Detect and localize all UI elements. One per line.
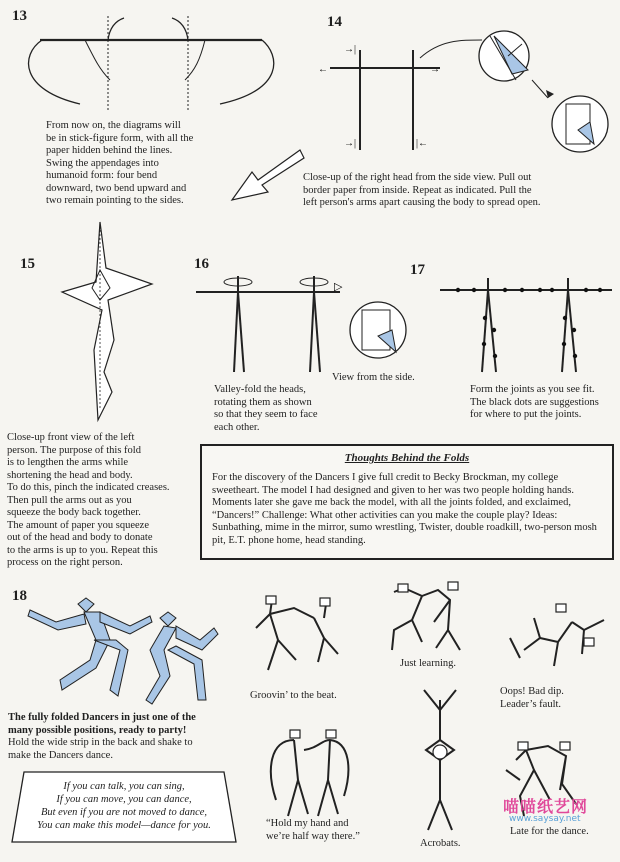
side-view-label: View from the side. bbox=[332, 372, 415, 383]
caption-acrobats: Acrobats. bbox=[420, 838, 461, 849]
svg-text:→|: →| bbox=[344, 44, 357, 55]
svg-text:←: ← bbox=[318, 64, 328, 75]
poem-text: If you can talk, you can sing, If you can move, you can dance, But even if you are not moved to dance, You can make this model—dance for you. bbox=[37, 781, 211, 831]
step-13-number: 13 bbox=[12, 8, 27, 24]
caption-just-learning: Just learning. bbox=[400, 658, 456, 669]
step-17-number: 17 bbox=[410, 262, 425, 278]
svg-text:|←: |← bbox=[416, 138, 429, 149]
step-16-number: 16 bbox=[194, 256, 209, 272]
step-15-text: Close-up front view of the left person. The purpose of this fold is to lengthen the arms while shortening the head and body. To do this, pinch the indicated creases. Then pull the arms out as you squeeze the body back together. The amount of paper you squeeze out of the head and body to donate to the arms is up to you. Repeat this process on the right person. bbox=[7, 432, 170, 568]
step-14-number: 14 bbox=[327, 14, 342, 30]
watermark-url: www.saysay.net bbox=[509, 814, 581, 824]
svg-text:→: → bbox=[430, 64, 440, 75]
poem-box bbox=[10, 770, 238, 844]
step-18-text2: Hold the wide strip in the back and shake to make the Dancers dance. bbox=[8, 737, 193, 761]
step-14-text: Close-up of the right head from the side view. Pull out border paper from inside. Repeat as indicated. Pull the left person's arms apart causing the body to spread open. bbox=[303, 172, 541, 208]
step-18-text: The fully folded Dancers in just one of the many possible positions, ready to party! bbox=[8, 712, 196, 736]
caption-late: Late for the dance. bbox=[510, 826, 589, 837]
svg-text:▷: ▷ bbox=[334, 281, 343, 293]
step-18-number: 18 bbox=[12, 588, 27, 604]
step-13-text: From now on, the diagrams will be in stick-figure form, with all the paper hidden behind the lines. Swing the appendages into humanoid form: four bend downward, two bend upward and two remain pointing to the sides. bbox=[46, 120, 194, 206]
caption-hold-hand: “Hold my hand and we’re half way there.” bbox=[266, 818, 360, 842]
step-15-number: 15 bbox=[20, 256, 35, 272]
step-16-text: Valley-fold the heads, rotating them as shown so that they seem to face each other. bbox=[214, 384, 318, 433]
watermark-logo: 喵喵纸艺网 bbox=[503, 797, 589, 816]
step-17-text: Form the joints as you see fit. The black dots are suggestions for where to put the joints. bbox=[470, 384, 599, 420]
svg-text:→|: →| bbox=[344, 138, 357, 149]
thoughts-title: Thoughts Behind the Folds bbox=[344, 452, 470, 464]
thoughts-body: For the discovery of the Dancers I give full credit to Becky Brockman, my college sweetheart. The model I had designed and given to her was two people holding hands. Moments later she gave me back the model, with all the joints folded, and exclaimed, “Dancers!” Challenge: What other activities can you make the couple play? Ideas: Sunbathing, mime in the mirror, sumo wrestling, Twister, double roadkill, two-person mosh pit, E.T. phone home, head standing. bbox=[212, 472, 597, 546]
caption-oops: Oops! Bad dip. Leader’s fault. bbox=[500, 686, 564, 710]
caption-groovin: Groovin’ to the beat. bbox=[250, 690, 337, 701]
